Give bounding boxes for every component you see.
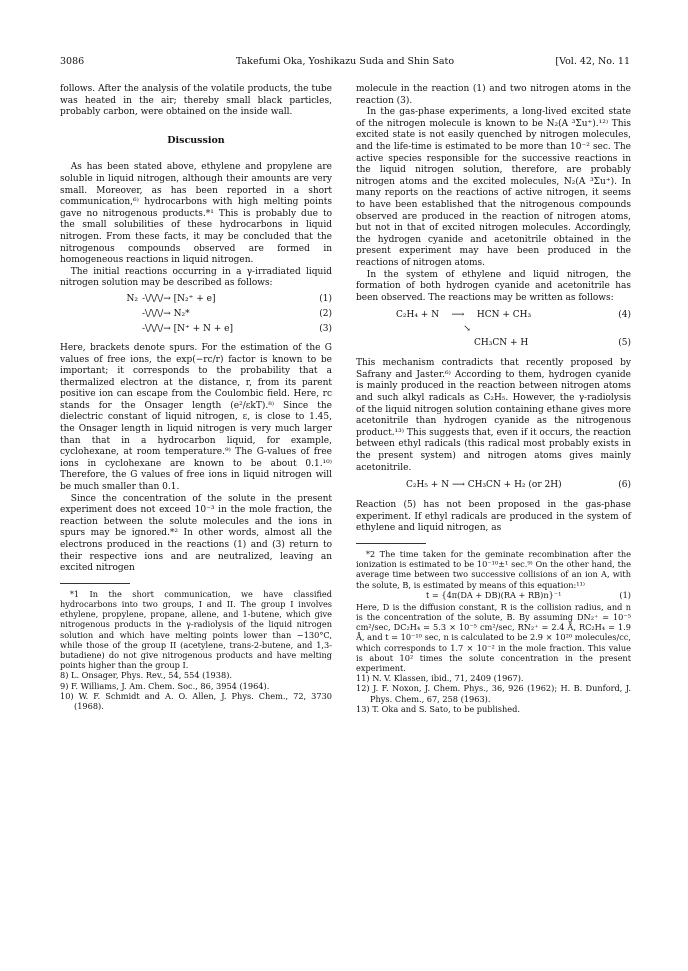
running-header: [60, 56, 630, 70]
paragraph: The initial reactions occurring in a γ-irradiated liquid nitrogen solution may be described as follows:: [60, 266, 332, 289]
left-column: [60, 84, 332, 711]
equation-number: (3): [319, 323, 332, 334]
footnotes-left: [60, 589, 332, 711]
equation-number: (5): [618, 338, 631, 349]
equation-lhs: C₂H₄ + N: [396, 310, 440, 321]
equation-2: [60, 309, 332, 324]
paragraph: molecule in the reaction (1) and two nitrogen atoms in the reaction (3).: [356, 84, 631, 106]
paragraph: This mechanism contradicts that recently proposed by Safrany and Jaster.⁶⁾ According to them, hydrogen cyanide is mainly produced in the reaction between nitrogen atoms and such alkyl radicals as C₂H₅. However, the γ-radiolysis of the liquid nitrogen solution containing ethane gives more acetonitrile than hydrogen cyanide as the nitrogenous product.¹³⁾ This suggests that, even if it occurs, the reaction between ethyl radicals (this radical most probably exists in the present system) and nitrogen atoms gives mainly acetonitrile.: [356, 358, 631, 473]
equation-3: [60, 324, 332, 339]
equation-text: C₂H₅ + N ⟶ CH₃CN + H₂ (or 2H): [406, 480, 562, 491]
page-number: 3086: [60, 56, 85, 67]
equation-rhs: -\/\/\/→ [N₂⁺ + e]: [142, 293, 216, 304]
footnote-1: *1 In the short communication, we have classified hydrocarbons into two groups, I and II. The group I involves ethylene, propylene, propane, allene, and 1-butene, which give nitrogenous products in the γ-radiolysis of the liquid nitrogen solution and which have melting points lower than −130°C, while those of the group II (acetylene, trans-2-butene, and 1,3-butadiene) do not give nitrogenous products and have melting points higher than the group I.: [60, 588, 332, 671]
equation-5: [356, 324, 631, 338]
equation-number: (1): [619, 589, 631, 600]
reference-13: 13) T. Oka and S. Sato, to be published.: [356, 703, 520, 714]
equation-number: (2): [319, 308, 332, 319]
footnote-rule: [60, 583, 130, 584]
intro-paragraph: follows. After the analysis of the volatile products, the tube was heated in the air; thereby small black particles, probably carbon, were obtained on the inside wall.: [60, 84, 332, 118]
equation-number: (4): [618, 310, 631, 321]
equation-rhs: CH₃CN + H: [474, 338, 529, 349]
reference-11: 11) N. V. Klassen, ibid., 71, 2409 (1967).: [356, 673, 524, 684]
reference-9: 9) F. Williams, J. Am. Chem. Soc., 86, 3954 (1964).: [60, 680, 270, 691]
equation-rhs: HCN + CH₃: [476, 310, 532, 321]
paragraph: Reaction (5) has not been proposed in the gas-phase experiment. If ethyl radicals are produced in the system of ethylene and liquid nitrogen, as: [356, 500, 631, 534]
equation-text: t = {4π(DA + DB)(RA + RB)n}⁻¹: [426, 589, 562, 600]
paragraph: As has been stated above, ethylene and propylene are soluble in liquid nitrogen, although their amounts are very small. Moreover, as has been reported in a short communication,⁶⁾ hydrocarbons with high melting points gave no nitrogenous products.*¹ This is probably due to the small solubilities of these hydrocarbons in liquid nitrogen. From these facts, it may be concluded that the nitrogenous compounds observed are formed in homogeneous reactions in liquid nitrogen.: [60, 162, 332, 266]
paragraph: Here, brackets denote spurs. For the estimation of the G values of free ions, the exp(−rc/r) factor is known to be important; it corresponds to the probability that a thermalized electron at the distance, r, from its parent positive ion can escape from the Coulombic field. Here, rc stands for the Onsager length (e²/εkT).⁸⁾ Since the dielectric constant of liquid nitrogen, ε, is close to 1.45, the Onsager length in liquid nitrogen is very much larger than that in a hydrocarbon liquid, for example, cyclohexane, at room temperature.⁹⁾ The G-values of free ions in cyclohexane are known to be about 0.1.¹⁰⁾ Therefore, the G values of free ions in liquid nitrogen will be much smaller than 0.1.: [60, 342, 332, 493]
footnote-rule: [356, 543, 426, 544]
reference-8: 8) L. Onsager, Phys. Rev., 54, 554 (1938).: [60, 670, 232, 681]
equation-rhs: -\/\/\/→ [N⁺ + N + e]: [142, 323, 234, 334]
arrow-down-right-icon: ↘: [463, 324, 471, 335]
reference-12: 12) J. F. Noxon, J. Chem. Phys., 36, 926 (1962); H. B. Dunford, J. Phys. Chem., 67, 258 (1963).: [356, 683, 631, 704]
equation-6: [356, 480, 631, 494]
arrow-right-icon: ⟶: [451, 310, 465, 321]
footnote-2: *2 The time taken for the geminate recombination after the ionization is estimated to be 10⁻¹⁰±¹ sec.⁹⁾ On the other hand, the average time between two successive collisions of an ion A, with the solute, B, is estimated by means of this equation:¹¹⁾: [356, 549, 631, 590]
paragraph: Since the concentration of the solute in the present experiment does not exceed 10⁻³ in the mole fraction, the reaction between the solute molecules and the ions in spurs may be ignored.*² In other words, almost all the electrons produced in the reactions (1) and (3) return to their respective ions and are neutralized, leaving an excited nitrogen: [60, 493, 332, 574]
equation-number: (6): [618, 480, 631, 491]
paragraph: In the system of ethylene and liquid nitrogen, the formation of both hydrogen cyanide and acetonitrile has been observed. The reactions may be written as follows:: [356, 269, 631, 303]
equation-5-line: [356, 338, 631, 352]
reference-10: 10) W. F. Schmidt and A. O. Allen, J. Phys. Chem., 72, 3730 (1968).: [60, 690, 332, 712]
right-column: [356, 84, 631, 714]
equation-number: (1): [319, 293, 332, 304]
footnotes-right: [356, 549, 631, 714]
equation-4: [356, 310, 631, 324]
running-authors: Takefumi Oka, Yoshikazu Suda and Shin Sato: [235, 56, 455, 67]
volume-info: [Vol. 42, No. 11: [555, 56, 630, 67]
paragraph: In the gas-phase experiments, a long-lived excited state of the nitrogen molecule is known to be N₂(A ³Σu⁺).¹²⁾ This excited state is not easily quenched by nitrogen molecules, and the life-time is estimated to be more than 10⁻² sec. The active species responsible for the successive reactions in the liquid nitrogen solution, therefore, are probably nitrogen atoms and the excited molecules, N₂(A ³Σu⁺). In many reports on the reactions of active nitrogen, it seems to have been established that the nitrogenous compounds observed are produced in the reaction of nitrogen atoms, but not in that of excited nitrogen molecules. Accordingly, the hydrogen cyanide and acetonitrile obtained in the present experiment may have been produced in the reactions of nitrogen atoms.: [356, 107, 631, 268]
equation-lhs: N₂: [126, 293, 138, 304]
equation-rhs: -\/\/\/→ N₂*: [142, 308, 190, 319]
footnote-2-continued: Here, D is the diffusion constant, R is the collision radius, and n is the concentration of the solute, B. By assuming DN₂⁺ = 10⁻⁵ cm²/sec, DC₂H₄ = 5.3 × 10⁻⁵ cm²/sec, RN₂⁺ = 2.4 Å, RC₂H₄ = 1.9 Å, and t = 10⁻¹⁰ sec, n is calculated to be 2.9 × 10²⁰ molecules/cc, which corresponds to 1.7 × 10⁻² in the mole fraction. This value is about 10² times the solute concentration in the present experiment.: [356, 601, 631, 674]
section-title: Discussion: [167, 134, 225, 146]
equation-1: [60, 294, 332, 309]
footnote-equation: [356, 590, 631, 602]
